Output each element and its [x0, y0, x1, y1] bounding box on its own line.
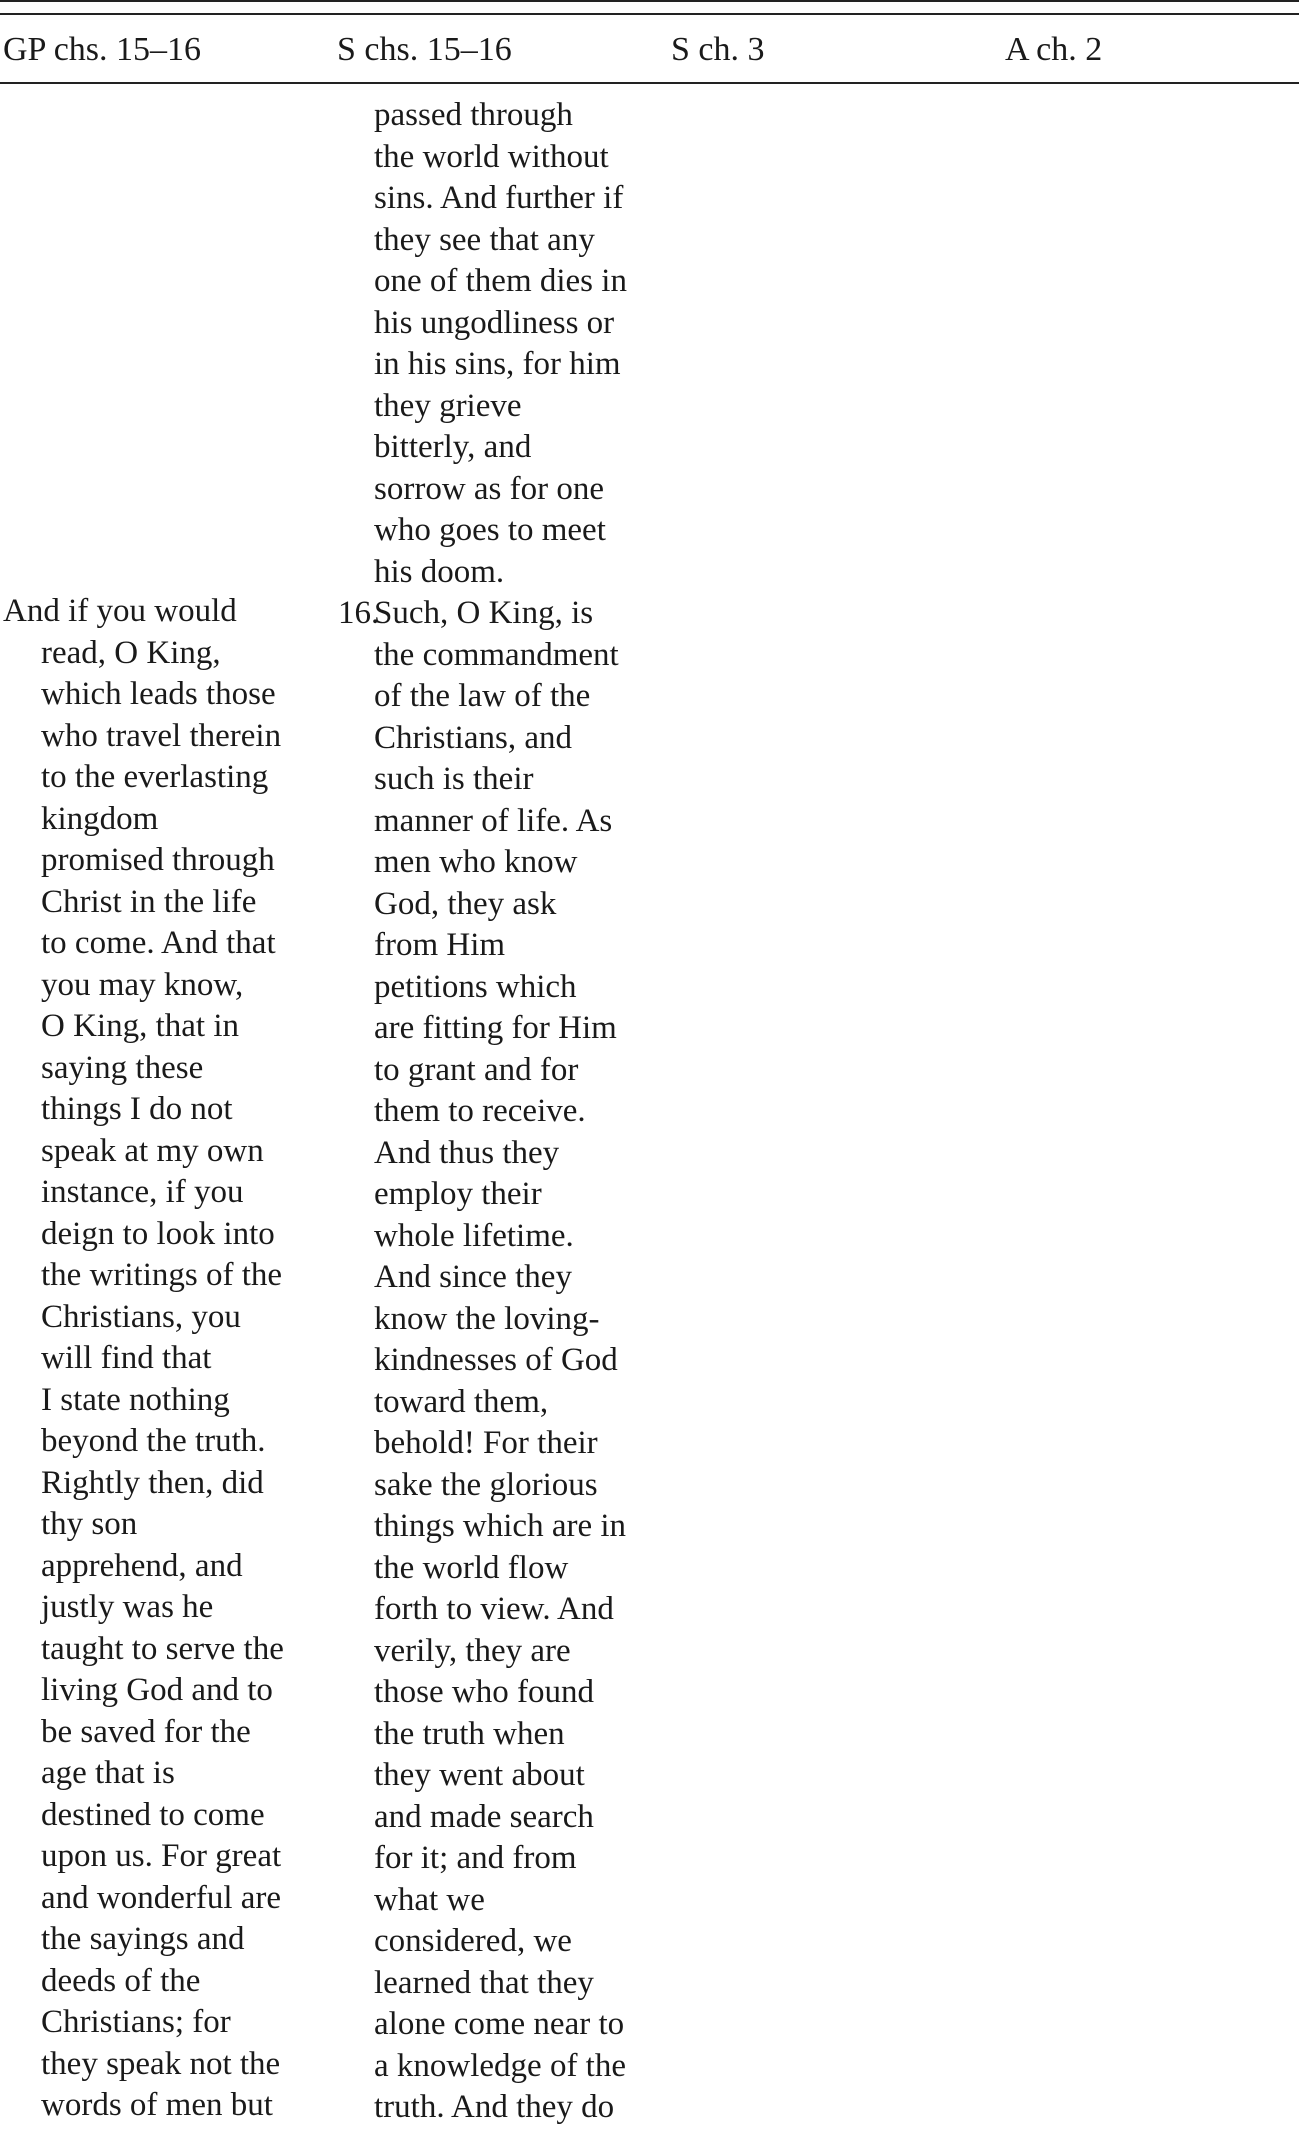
gp-text-line: And if you would	[3, 593, 237, 629]
s-text-line: the world without	[374, 138, 609, 175]
gp-text-line: to come. And that	[41, 925, 276, 961]
s-text-line: Christians, and	[374, 719, 572, 756]
s-paragraph-16	[338, 593, 627, 2129]
gp-text-line: speak at my own	[41, 1132, 264, 1169]
s-text-line: truth. And they do	[374, 2089, 615, 2125]
gp-text-line: deeds of the	[41, 1962, 201, 1999]
s-text-line: 16. Such, O King, is	[374, 593, 627, 635]
gp-text-line: who travel therein	[41, 717, 282, 754]
gp-text-line: age that is	[41, 1755, 175, 1791]
s-text-line: sorrow as for one	[374, 470, 605, 507]
s-text-line: learned that they	[374, 1964, 594, 2001]
s-text-line: employ their	[374, 1176, 542, 1212]
gp-text-line: they speak not the	[41, 2045, 281, 2082]
s-text-line: what we	[374, 1881, 485, 1918]
gp-text-line: I state nothing	[41, 1381, 230, 1418]
s-text-line: for it; and from	[374, 1840, 577, 1876]
s-text-line: from Him	[374, 927, 506, 963]
s-text-line: are fitting for Him	[374, 1010, 617, 1046]
column-header-s-3: S ch. 3	[671, 31, 765, 68]
s-text-line: know the loving-	[374, 1300, 600, 1337]
s-text-line: verily, they are	[374, 1632, 571, 1669]
s-text-line: sake the glorious	[374, 1466, 598, 1503]
s-text-line: to grant and for	[374, 1051, 579, 1088]
s-paragraph-15-end	[374, 95, 627, 593]
gp-text-line: upon us. For great	[41, 1838, 282, 1874]
s-text-line: And thus they	[374, 1134, 560, 1171]
s-text-line: alone come near to	[374, 2006, 625, 2042]
column-header-s-15-16: S chs. 15–16	[337, 31, 512, 68]
gp-text-line: Christians; for	[41, 2004, 231, 2040]
s-text-line: them to receive.	[374, 1093, 586, 1129]
s-text-line: and made search	[374, 1798, 594, 1835]
gp-text-line: words of men but	[41, 2087, 273, 2123]
s-text-line: in his sins, for him	[374, 346, 621, 382]
s-text-line: toward them,	[374, 1383, 549, 1420]
gp-text-line: Christ in the life	[41, 883, 257, 920]
s-text-line: of the law of the	[374, 678, 591, 714]
gp-text-line: living God and to	[41, 1672, 273, 1708]
s-text-line: the world flow	[374, 1549, 569, 1586]
gp-text-line: you may know,	[41, 966, 244, 1003]
gp-text-line: the sayings and	[41, 1921, 245, 1957]
s-text-line: they grieve	[374, 387, 522, 424]
s-text-line: passed through	[374, 97, 573, 133]
gp-text-line: and wonderful are	[41, 1879, 282, 1916]
gp-text-line: be saved for the	[41, 1713, 251, 1750]
s-text-line: manner of life. As	[374, 802, 613, 839]
s-text-line: who goes to meet	[374, 512, 606, 548]
s-text-line: one of them dies in	[374, 263, 627, 299]
header-bottom-rule	[0, 82, 1299, 84]
gp-text-line: justly was he	[41, 1589, 214, 1625]
gp-text-line: saying these	[41, 1049, 204, 1086]
column-header-row	[0, 24, 1299, 76]
gp-text-line: beyond the truth.	[41, 1423, 266, 1459]
gp-text-line: destined to come	[41, 1796, 265, 1833]
s-text-line: behold! For their	[374, 1425, 598, 1461]
column-header-a-2: A ch. 2	[1005, 31, 1103, 68]
gp-text-line: things I do not	[41, 1091, 233, 1127]
s-text-line: things which are in	[374, 1508, 627, 1544]
s-text-line: God, they ask	[374, 885, 557, 922]
top-rule-second	[0, 13, 1299, 15]
s-text-line: a knowledge of the	[374, 2047, 626, 2084]
s-text-line: they went about	[374, 1757, 585, 1793]
s-text-line: they see that any	[374, 221, 595, 258]
s-text-line: considered, we	[374, 1923, 572, 1959]
s-text-line: those who found	[374, 1674, 594, 1710]
s-text-line: the commandment	[374, 636, 619, 673]
gp-column-text	[3, 591, 284, 2127]
s-text-line: forth to view. And	[374, 1591, 614, 1627]
s-text-line: such is their	[374, 761, 534, 797]
gp-text-line: deign to look into	[41, 1215, 275, 1252]
gp-text-line: taught to serve the	[41, 1630, 284, 1667]
s-text-line: kindnesses of God	[374, 1342, 618, 1378]
s-text-line: sins. And further if	[374, 180, 624, 216]
s-text-line: men who know	[374, 844, 578, 880]
top-rule	[0, 0, 1299, 2]
gp-text-line: kingdom	[41, 800, 159, 837]
section-number-16: 16.	[338, 595, 380, 631]
column-header-gp: GP chs. 15–16	[3, 31, 202, 68]
gp-text-line: thy son	[41, 1506, 138, 1542]
s-text-line: his doom.	[374, 553, 505, 590]
s-text-line: his ungodliness or	[374, 304, 615, 341]
s-text-line: whole lifetime.	[374, 1217, 574, 1254]
gp-text-line: to the everlasting	[41, 759, 269, 795]
gp-text-line: apprehend, and	[41, 1547, 243, 1584]
gp-text-line: O King, that in	[41, 1008, 239, 1044]
gp-text-line: the writings of the	[41, 1257, 283, 1293]
gp-text-line: will find that	[41, 1340, 212, 1376]
gp-text-line: Rightly then, did	[41, 1464, 264, 1501]
gp-text-line: instance, if you	[41, 1174, 244, 1210]
gp-text-line: read, O King,	[41, 634, 221, 671]
s-text-line: petitions which	[374, 968, 577, 1005]
gp-text-line: Christians, you	[41, 1298, 241, 1335]
s-text-line: bitterly, and	[374, 429, 532, 465]
s-text-line: the truth when	[374, 1715, 565, 1752]
gp-text-line: promised through	[41, 842, 275, 878]
gp-text-line: which leads those	[41, 676, 276, 712]
s-15-16-column-text	[338, 95, 627, 2129]
s-text-line: And since they	[374, 1259, 572, 1295]
